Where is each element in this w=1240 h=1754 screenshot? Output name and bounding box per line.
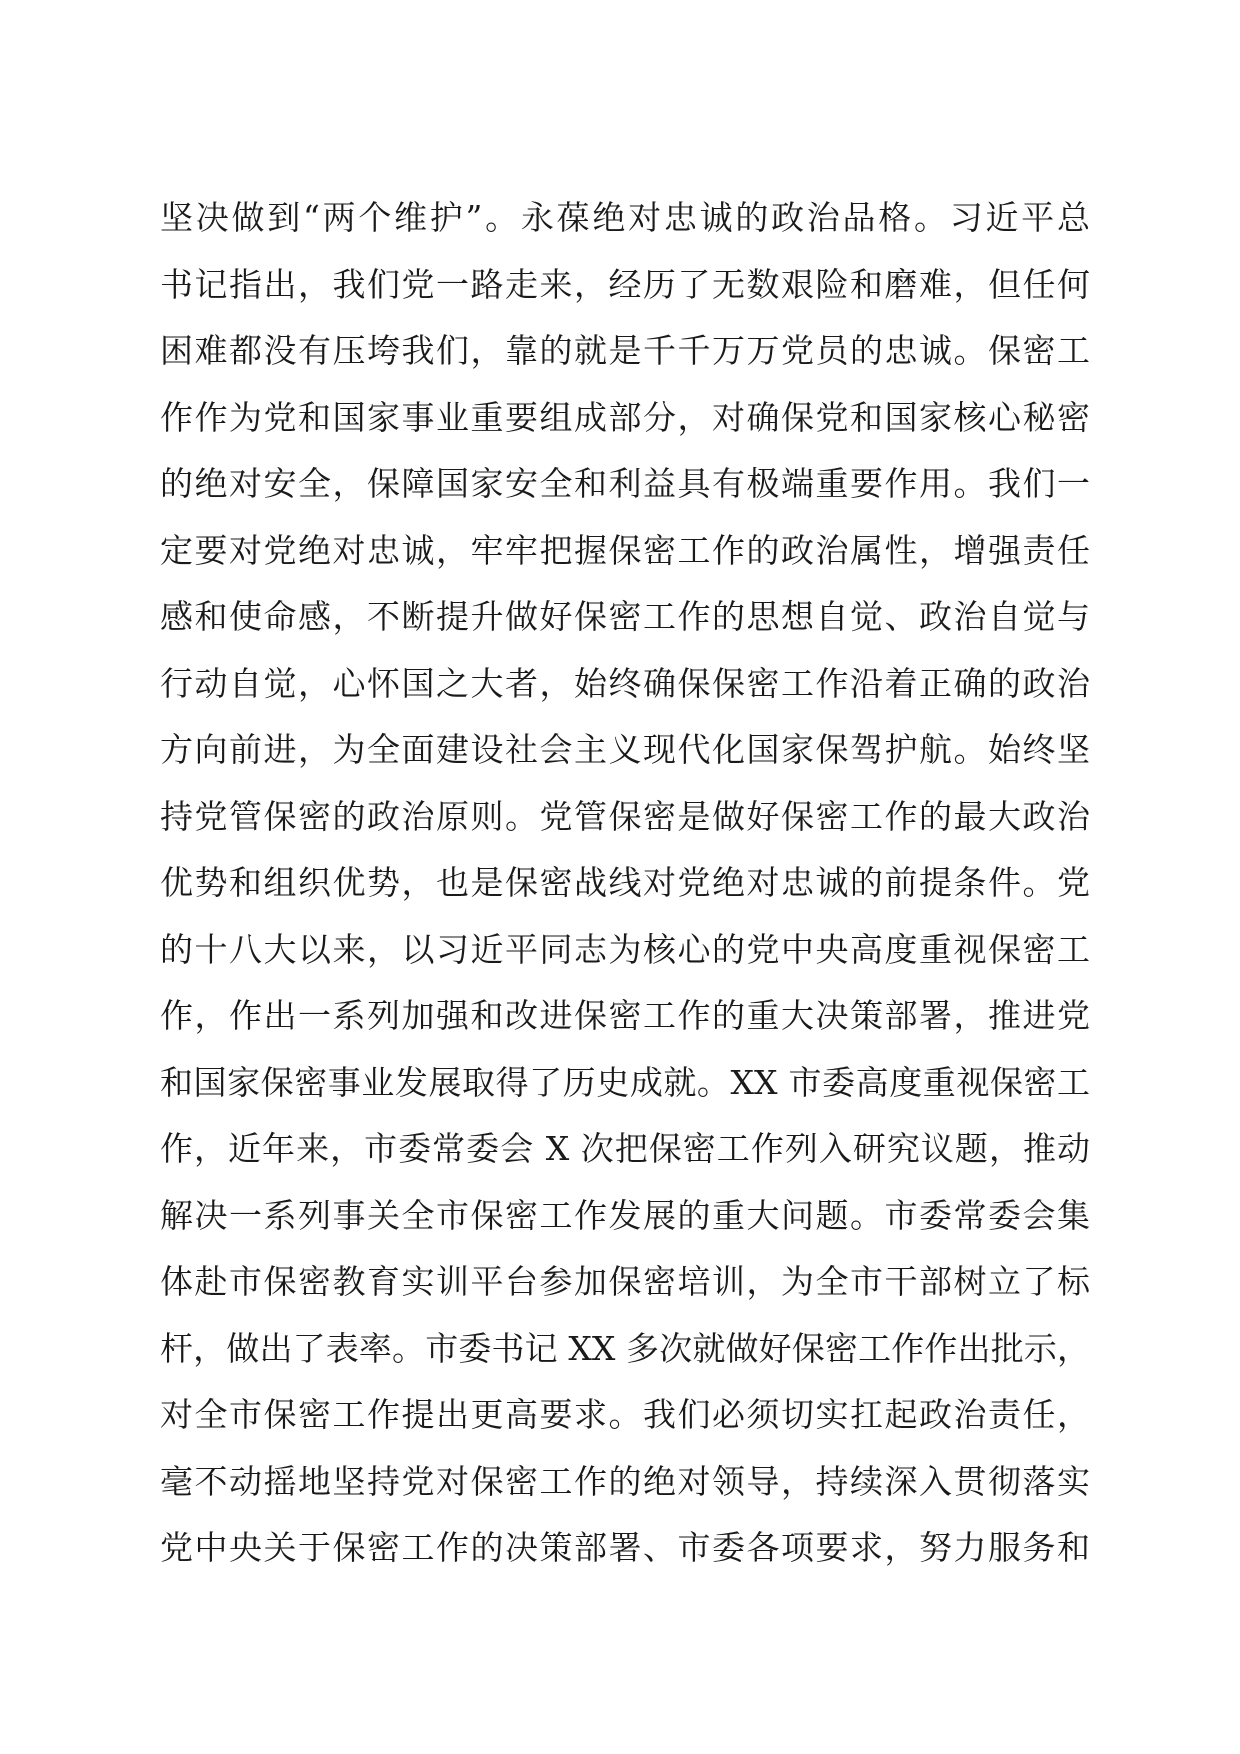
text-line-5: 的绝对安全，保障国家安全和利益具有极端重要作用。我们一 <box>160 464 1090 503</box>
text-line-8: 行动自觉，心怀国之大者，始终确保保密工作沿着正确的政治 <box>160 663 1090 703</box>
text-line-6: 定要对党绝对忠诚，牢牢把握保密工作的政治属性，增强责任 <box>160 530 1090 570</box>
text-line-15: 作，近年来，市委常委会 X 次把保密工作列入研究议题，推动 <box>160 1129 1090 1168</box>
text-line-20: 毫不动摇地坚持党对保密工作的绝对领导，持续深入贯彻落实 <box>160 1461 1090 1501</box>
text-line-19: 对全市保密工作提出更高要求。我们必须切实扛起政治责任， <box>160 1395 1090 1434</box>
text-line-18: 杆，做出了表率。市委书记 XX 多次就做好保密工作作出批示， <box>160 1328 1090 1368</box>
text-line-13: 作，作出一系列加强和改进保密工作的重大决策部署，推进党 <box>160 996 1090 1035</box>
text-line-2: 书记指出，我们党一路走来，经历了无数艰险和磨难，但任何 <box>160 264 1090 304</box>
text-line-10: 持党管保密的政治原则。党管保密是做好保密工作的最大政治 <box>160 796 1090 836</box>
text-line-21: 党中央关于保密工作的决策部署、市委各项要求，努力服务和 <box>160 1528 1090 1567</box>
text-line-12: 的十八大以来，以习近平同志为核心的党中央高度重视保密工 <box>160 929 1090 969</box>
text-line-14: 和国家保密事业发展取得了历史成就。XX 市委高度重视保密工 <box>160 1062 1090 1102</box>
text-line-9: 方向前进，为全面建设社会主义现代化国家保驾护航。始终坚 <box>160 730 1090 769</box>
text-line-17: 体赴市保密教育实训平台参加保密培训，为全市干部树立了标 <box>160 1262 1090 1301</box>
text-line-16: 解决一系列事关全市保密工作发展的重大问题。市委常委会集 <box>160 1195 1090 1235</box>
text-line-3: 困难都没有压垮我们，靠的就是千千万万党员的忠诚。保密工 <box>160 331 1090 370</box>
text-line-1: 坚决做到“两个维护”。永葆绝对忠诚的政治品格。习近平总 <box>160 198 1090 237</box>
body-paragraph <box>160 185 1090 1582</box>
text-line-7: 感和使命感，不断提升做好保密工作的思想自觉、政治自觉与 <box>160 597 1090 636</box>
text-line-4: 作作为党和国家事业重要组成部分，对确保党和国家核心秘密 <box>160 397 1090 437</box>
text-line-11: 优势和组织优势，也是保密战线对党绝对忠诚的前提条件。党 <box>160 863 1090 902</box>
